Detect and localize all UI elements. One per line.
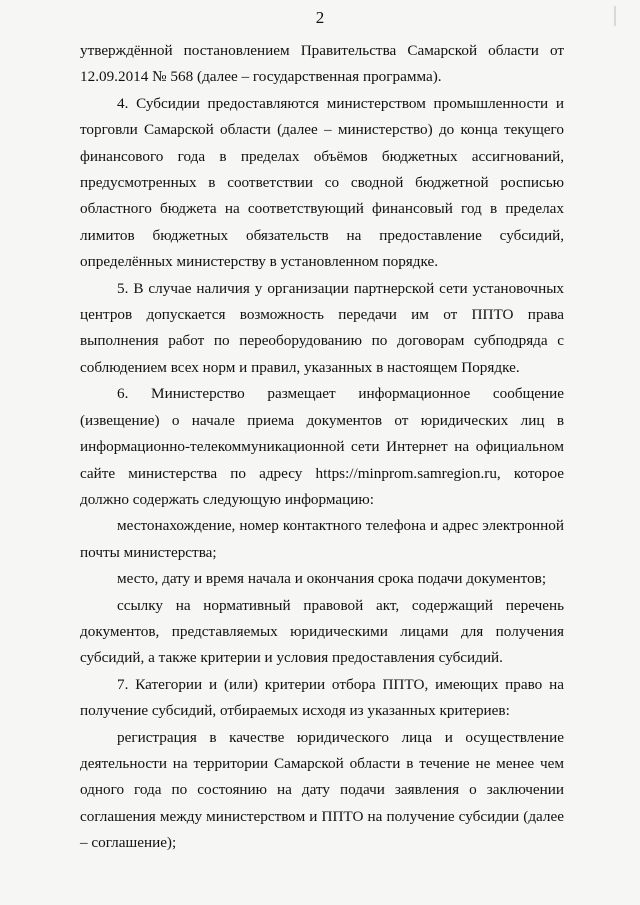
paragraph-item-6-location: местонахождение, номер контактного телефона и адрес электронной почты министерства; xyxy=(80,517,564,561)
page-number: 2 xyxy=(315,8,325,27)
paragraph-item-6-link: ссылку на нормативный правовой акт, содержащий перечень документов, представляемых юридическими лицами для получения субсидий, а также критерии и условия предоставления субсидий. xyxy=(80,596,564,667)
paragraph-item-5: 5. В случае наличия у организации партнерской сети установочных центров допускается возможность передачи им от ППТО права выполнения работ по переоборудованию по договорам субподряда с соблюдением всех норм и правил, указанных в настоящем Порядке. xyxy=(80,279,564,376)
paragraph-continuation: утверждённой постановлением Правительства Самарской области от 12.09.2014 № 568 (далее – государственная программа). xyxy=(80,42,564,86)
paragraph-item-4: 4. Субсидии предоставляются министерством промышленности и торговли Самарской области (далее – министерство) до конца текущего финансового года в пределах объёмов бюджетных ассигнований, предусмотренных в соответствии со сводной бюджетной росписью областного бюджета на соответствующий финансовый год в пределах лимитов бюджетных обязательств на предоставление субсидий, определённых министерству в установленном порядке. xyxy=(80,94,564,271)
paragraph-item-7-registration: регистрация в качестве юридического лица и осуществление деятельности на территории Самарской области в течение не менее чем одного года по состоянию на дату подачи заявления о заключении соглашения между министерством и ППТО на получение субсидии (далее – соглашение); xyxy=(80,728,564,852)
paragraph-item-6: 6. Министерство размещает информационное сообщение (извещение) о начале приема документов от юридических лиц в информационно-телекоммуникационной сети Интернет на официальном сайте министерства по адресу https://minprom.samregion.ru, которое должно содержать следующую информацию: xyxy=(80,385,564,508)
document-body xyxy=(80,38,564,857)
paragraph-item-6-dates: место, дату и время начала и окончания срока подачи документов; xyxy=(117,570,547,588)
paragraph-item-7: 7. Категории и (или) критерии отбора ППТО, имеющих право на получение субсидий, отбираемых исходя из указанных критериев: xyxy=(80,675,564,720)
